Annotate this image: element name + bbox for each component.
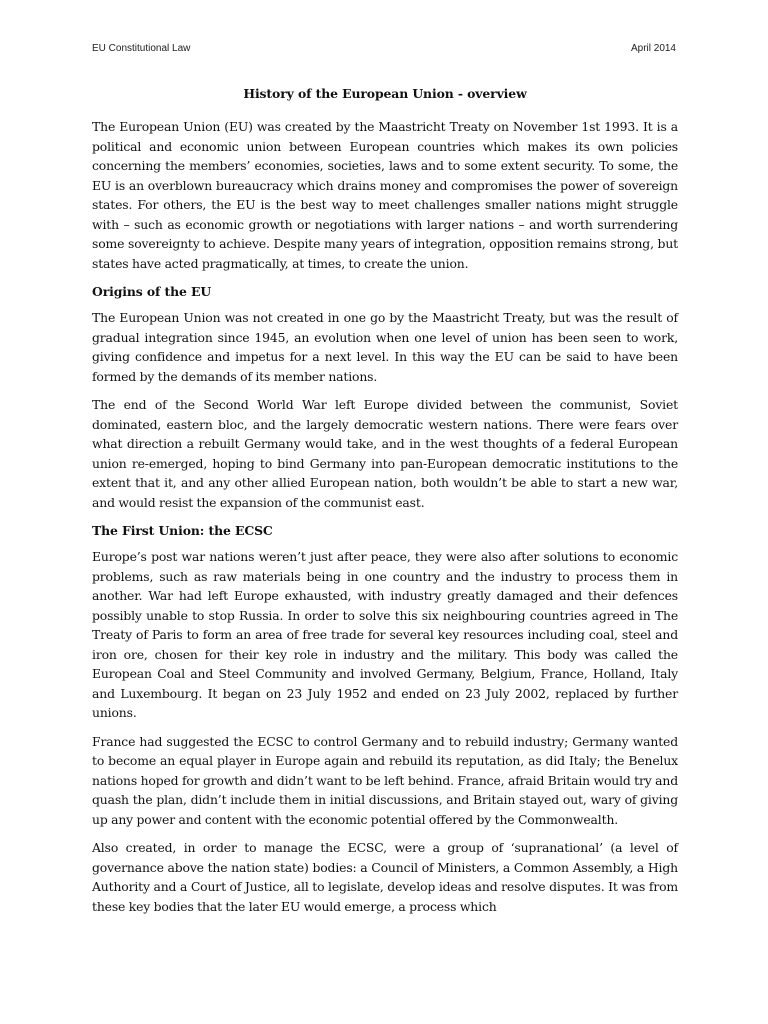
intro-paragraph: The European Union (EU) was created by the Maastricht Treaty on November 1st 1993. It is a political and economic union between European countries which makes its own policies concerning the members’ economies, societies, laws and to some extent security. To some, the EU is an overblown bureaucracy which drains money and compromises the power of sovereign states. For others, the EU is the best way to meet challenges smaller nations might struggle with – such as economic growth or negotiations with larger nations – and worth surrendering some sovereignty to achieve. Despite many years of integration, opposition remains strong, but states have acted pragmatically, at times, to create the union. — [92, 119, 678, 271]
paragraph: Europe’s post war nations weren’t just after peace, they were also after solutions to economic problems, such as raw materials being in one country and the industry to process them in another. War had left Europe exhausted, with industry greatly damaged and their defences possibly unable to stop Russia. In order to solve this six neighbouring countries agreed in The Treaty of Paris to form an area of free trade for several key resources including coal, steel and iron ore, chosen for their key role in industry and the military. This body was called the European Coal and Steel Community and involved Germany, Belgium, France, Holland, Italy and Luxembourg. It began on 23 July 1952 and ended on 23 July 2002, replaced by further unions. — [92, 549, 678, 720]
document-body — [92, 84, 678, 925]
paragraph: The end of the Second World War left Europe divided between the communist, Soviet dominated, eastern bloc, and the largely democratic western nations. There were fears over what direction a rebuilt Germany would take, and in the west thoughts of a federal European union re-emerged, hoping to bind Germany into pan-European democratic institutions to the extent that it, and any other allied European nation, both wouldn’t be able to start a new war, and would resist the expansion of the communist east. — [92, 397, 678, 510]
paragraph: France had suggested the ECSC to control Germany and to rebuild industry; Germany wanted to become an equal player in Europe again and rebuild its reputation, as did Italy; the Benelux nations hoped for growth and didn’t want to be left behind. France, afraid Britain would try and quash the plan, didn’t include them in initial discussions, and Britain stayed out, wary of giving up any power and content with the economic potential offered by the Commonwealth. — [92, 733, 678, 827]
page-header — [92, 43, 676, 57]
section-heading-origins: Origins of the EU — [92, 284, 212, 299]
document-title: History of the European Union - overview — [243, 86, 527, 101]
header-date: April 2014 — [630, 43, 676, 54]
section-heading-ecsc: The First Union: the ECSC — [92, 523, 273, 538]
paragraph: The European Union was not created in one go by the Maastricht Treaty, but was the result of gradual integration since 1945, an evolution when one level of union has been seen to work, giving confidence and impetus for a next level. In this way the EU can be said to have been formed by the demands of its member nations. — [92, 310, 678, 384]
paragraph: Also created, in order to manage the ECSC, were a group of ‘supranational’ (a level of governance above the nation state) bodies: a Council of Ministers, a Common Assembly, a High Authority and a Court of Justice, all to legislate, develop ideas and resolve disputes. It was from these key bodies that the later EU would emerge, a process which — [92, 840, 678, 914]
header-course-title: EU Constitutional Law — [92, 43, 191, 54]
